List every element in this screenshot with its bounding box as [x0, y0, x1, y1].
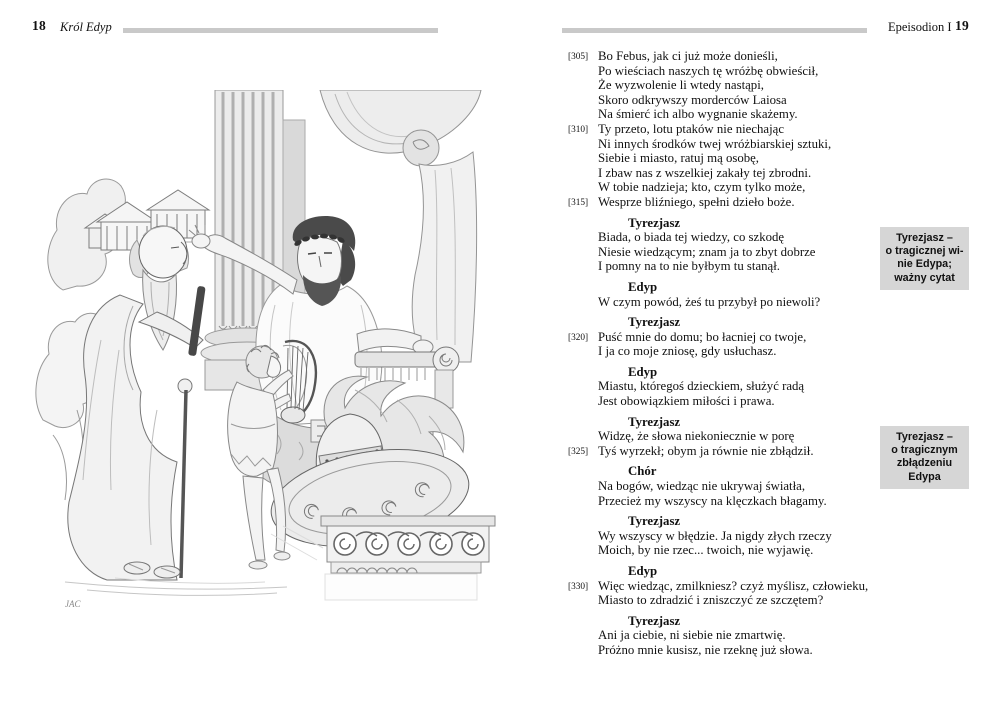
verse-line — [568, 49, 878, 64]
verse-line-number: [305] — [568, 52, 589, 62]
verse-line — [568, 394, 878, 409]
speaker-heading: Tyrezjasz — [628, 315, 681, 330]
margin-note-line: o tragicznym — [891, 444, 958, 457]
verse-line — [568, 494, 878, 509]
verse-line-text: Wy wszyscy w błędzie. Ja nigdy złych rzeczy — [598, 528, 832, 543]
verse-line-text: Puść mnie do domu; bo łacniej co twoje, — [598, 329, 807, 344]
margin-note-tragic-guilt — [880, 227, 969, 290]
right-running-title: Epeisodion I — [888, 20, 952, 34]
verse-line-number: [330] — [568, 581, 589, 592]
verse-line-text: Ty przeto, lotu ptaków nie niechając — [598, 121, 785, 136]
verse-line-text: Miastu, któregoś dzieckiem, służyć radą — [598, 379, 805, 394]
verse-column — [568, 49, 878, 658]
verse-line-number: [325] — [568, 446, 589, 457]
verse-line-text: Ani ja ciebie, ni siebie nie zmartwię. — [598, 628, 786, 643]
verse-line-text: Na bogów, wiedząc nie ukrywaj światła, — [598, 479, 806, 494]
right-page-number: 19 — [955, 18, 969, 33]
verse-line-text: Biada, o biada tej wiedzy, co szkodę — [598, 230, 785, 245]
verse-line-text: Miasto to zdradzić i zniszczyć ze szczętem? — [598, 593, 824, 608]
margin-note-line: ważny cytat — [894, 271, 955, 284]
verse-line-text: Na śmierć ich albo wygnanie skażemy. — [598, 107, 798, 122]
verse-line-number: [320] — [568, 332, 589, 343]
verse-line-number: [315] — [568, 197, 589, 208]
verse-line — [568, 245, 878, 260]
verse-line — [568, 64, 878, 79]
verse-line — [568, 444, 878, 459]
verse-line — [568, 195, 878, 210]
verse-line — [568, 78, 878, 93]
left-running-title: Król Edyp — [60, 20, 112, 34]
verse-line-text: Niesie wiedzącym; znam ja to zbyt dobrze — [598, 244, 816, 259]
margin-note-line: Tyrezjasz – — [896, 232, 953, 244]
verse-line-text: Wesprze bliźniego, spełni dzieło boże. — [598, 194, 795, 209]
speaker-heading: Tyrezjasz — [628, 613, 681, 628]
margin-note-line: o tragicznej wi- — [885, 245, 964, 258]
verse-line-text: W czym powód, żeś tu przybył po niewoli? — [598, 294, 821, 309]
verse-line-text: Jest obowiązkiem miłości i prawa. — [598, 394, 775, 409]
margin-note-line: Tyrezjasz – — [896, 431, 953, 443]
verse-line — [568, 137, 878, 152]
verse-line — [568, 479, 878, 494]
verse-line-text: W tobie nadzieja; kto, czym tylko może, — [598, 180, 806, 195]
verse-line — [568, 593, 878, 608]
verse-line-text: Moich, by nie rzec... twoich, nie wyjawię. — [598, 543, 814, 558]
speaker-heading: Edyp — [628, 279, 658, 294]
verse-line — [568, 379, 878, 394]
verse-line — [568, 579, 878, 594]
verse-line-text: Po wieściach naszych tę wróżbę obwieścił, — [598, 63, 819, 78]
speaker-heading: Edyp — [628, 364, 658, 379]
speaker-heading: Tyrezjasz — [628, 215, 681, 230]
verse-line-text: Próżno mnie kusisz, nie rzeknę już słowa. — [598, 642, 813, 657]
verse-line — [568, 529, 878, 544]
verse-line — [568, 151, 878, 166]
verse-line-text: Tyś wyrzekł; obym ja równie nie zbłądził. — [598, 443, 814, 458]
verse-line — [568, 344, 878, 359]
verse-line — [568, 543, 878, 558]
speaker-heading: Chór — [628, 464, 657, 479]
margin-note-line: Edypa — [908, 470, 941, 483]
verse-line — [568, 166, 878, 181]
verse-line-text: Bo Febus, jak ci już może donieśli, — [598, 49, 778, 63]
speaker-heading: Tyrezjasz — [628, 514, 681, 529]
verse-line-text: I pomny na to nie byłbym tu stanął. — [598, 259, 780, 274]
speaker-heading: Tyrezjasz — [628, 414, 681, 429]
left-header-rule — [123, 28, 438, 33]
verse-line — [568, 107, 878, 122]
verse-line-text: Przecież my wszyscy na klęczkach błagamy. — [598, 493, 827, 508]
verse-line-text: Że wyzwolenie li wtedy nastąpi, — [598, 78, 764, 93]
oedipus-tiresias-illustration — [25, 90, 505, 620]
verse-line — [568, 429, 878, 444]
verse-line-number: [310] — [568, 124, 589, 135]
verse-line — [568, 230, 878, 245]
verse-line — [568, 330, 878, 345]
verse-line — [568, 295, 878, 310]
verse-line-text: I zbaw nas z wszelkiej zakały tej zbrodni. — [598, 165, 812, 180]
verse-line-text: Skoro odkrywszy morderców Laiosa — [598, 92, 787, 107]
verse-line — [568, 259, 878, 274]
verse-line-text: Siebie i miasto, ratuj mą osobę, — [598, 151, 759, 166]
verse-line — [568, 180, 878, 195]
verse-line — [568, 93, 878, 108]
margin-note-line: nie Edypa; — [897, 258, 952, 271]
verse-line — [568, 643, 878, 658]
verse-line-text: I ja co moje zniosę, gdy usłuchasz. — [598, 344, 777, 359]
verse-line-text: Więc wiedząc, zmilkniesz? czyż myślisz, człowieku, — [598, 578, 869, 593]
verse-line — [568, 628, 878, 643]
verse-line-text: Widzę, że słowa niekoniecznie w porę — [598, 429, 795, 444]
margin-note-tragic-error — [880, 426, 969, 489]
verse-line-text: Ni innych środków twej wróżbiarskiej sztuki, — [598, 136, 832, 151]
right-header-rule — [562, 28, 867, 33]
verse-line — [568, 122, 878, 137]
illustrator-signature: JAC — [65, 599, 81, 609]
speaker-heading: Edyp — [628, 564, 658, 578]
left-page-number: 18 — [32, 18, 46, 33]
margin-note-line: zbłądzeniu — [896, 457, 953, 470]
